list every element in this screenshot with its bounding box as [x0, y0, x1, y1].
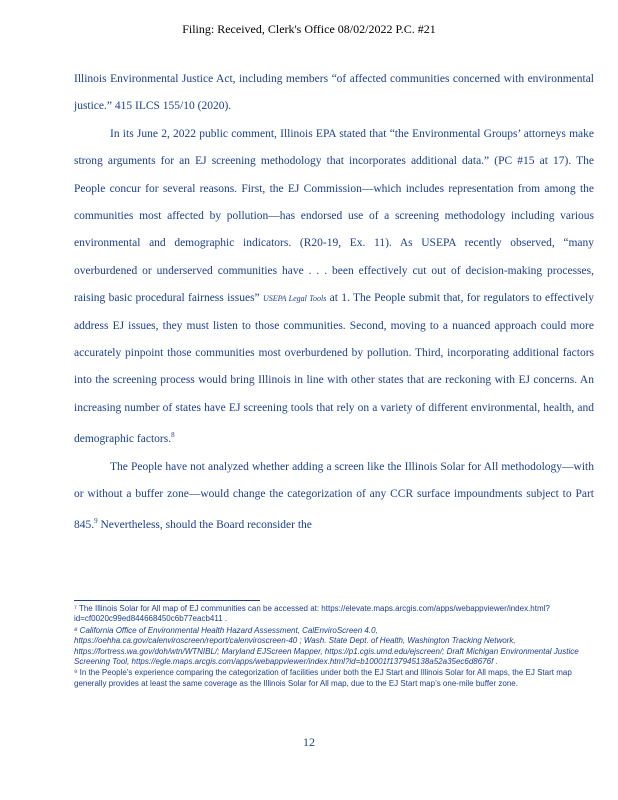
- citation-usepa-legal-tools: USEPA Legal Tools: [262, 294, 327, 304]
- filing-header: Filing: Received, Clerk's Office 08/02/2022 P.C. #21: [182, 22, 436, 36]
- page-number: 12: [303, 735, 315, 749]
- footnotes: [74, 604, 586, 690]
- footnote-7: ⁷ The Illinois Solar for All map of EJ communities can be accessed at: https://elevate.maps.arcgis.com/apps/webappviewer/index.html?id=cf0020c99ed844668450c6b77eacb411 .: [74, 604, 550, 624]
- paragraph-2-text-b: at 1. The People submit that, for regulators to effectively address EJ issues, they must listen to those communities. Second, moving to a nuanced approach could more accurately pinpoint those communities most overburdened by pollution. Third, incorporating additional factors into the screening process would bring Illinois in line with other states that are reckoning with EJ concerns. An increasing number of states have EJ screening tools that rely on a variety of different environmental, health, and demographic factors.: [74, 292, 594, 446]
- paragraph-3-end: Nevertheless, should the Board reconsider the: [97, 519, 312, 532]
- paragraph-2-text-a: In its June 2, 2022 public comment, Illinois EPA stated that “the Environmental Groups’ attorneys make strong arguments for an EJ screening methodology that incorporates additional data.” (PC #15 at 17). The People concur for several reasons. First, the EJ Commission—which includes representation from among the communities most affected by pollution—has endorsed use of a screening methodology including various environmental and demographic indicators. (R20-19, Ex. 11). As USEPA recently observed, “many overburdened or underserved communities have . . . been effectively cut out of decision-making processes, raising basic procedural fairness issues”: [74, 127, 594, 305]
- footnote-9: ⁹ In the People’s experience comparing the categorization of facilities under both the EJ Start and Illinois Solar for All maps, the EJ Start map generally provides at least the same coverage as the Illinois Solar for All map, due to the EJ Start map’s one-mile buffer zone.: [74, 668, 572, 688]
- footnote-ref-9: 9: [94, 517, 98, 526]
- paragraph-3-text: The People have not analyzed whether adding a screen like the Illinois Solar for All methodology—with or without a buffer zone—would change the categorization of any CCR surface impoundments subject to Part 845.: [74, 460, 594, 532]
- body-text: [74, 66, 594, 540]
- footnote-separator: [74, 600, 260, 601]
- paragraph-3: [74, 454, 594, 540]
- footnote-8: ⁸ California Office of Environmental Health Hazard Assessment, CalEnviroScreen 4.0, https://oehha.ca.gov/calenviroscreen/report/calenviroscreen-40 ; Wash. State Dept. of Health, Washington Tracking Network, https://fortress.wa.gov/doh/wtn/WTNIBL/; Maryland EJScreen Mapper, https://p1.cgis.umd.edu/ejscreen/; Draft Michigan Environmental Justice Screening Tool, https://egle.maps.arcgis.com/apps/webappviewer/index.html?id=b10001f137945138a52a35ec6d8676f .: [74, 625, 579, 667]
- paragraph-2: [74, 121, 594, 454]
- footnote-ref-8: 8: [171, 431, 175, 440]
- paragraph-1: Illinois Environmental Justice Act, including members “of affected communities concerned with environmental justice.” 415 ILCS 155/10 (2020).: [74, 73, 594, 113]
